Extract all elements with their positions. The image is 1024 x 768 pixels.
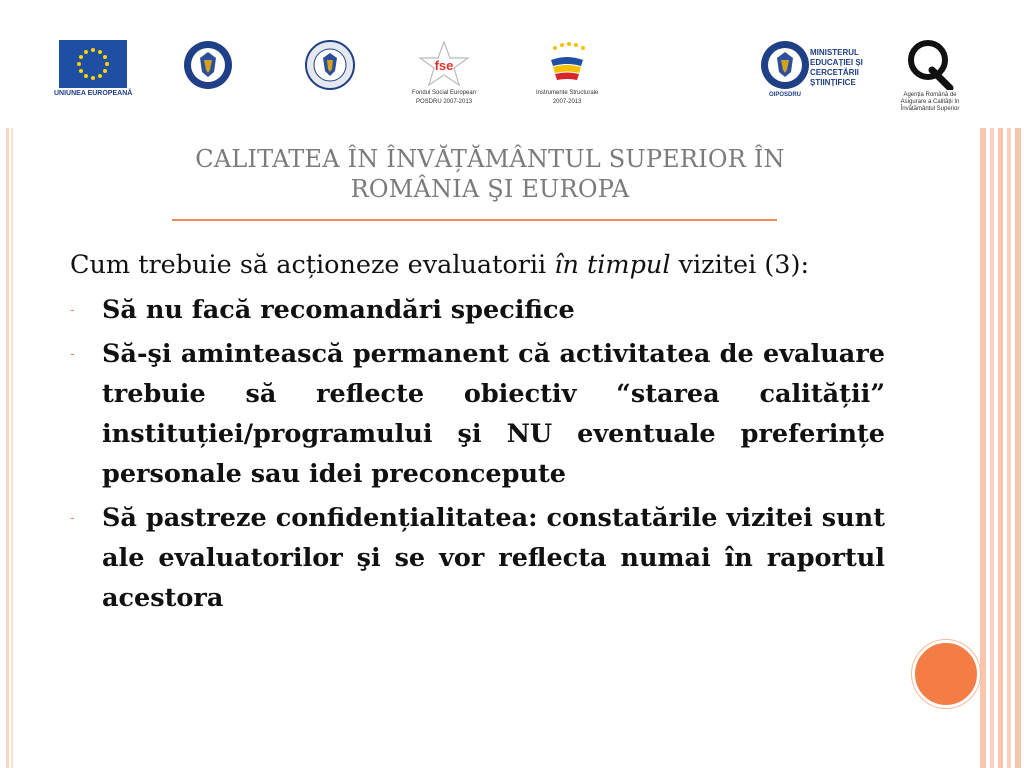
bullet-item — [70, 498, 885, 618]
eu-caption: UNIUNEA EUROPEANĂ — [54, 90, 133, 97]
bullet-dash: - — [70, 346, 75, 362]
ministry-line-4: ȘTIINȚIFICE — [810, 78, 856, 87]
eu-flag-icon — [59, 40, 127, 88]
aracis-q-icon — [900, 38, 960, 90]
bullet-text: Să nu facă recomandări specifice — [102, 295, 575, 325]
romania-seal-icon — [305, 40, 355, 90]
government-seal-icon — [183, 40, 233, 90]
intro-emphasis: în timpul — [554, 250, 671, 280]
instrumente-structurale-logo — [536, 40, 598, 106]
bullet-item — [70, 290, 885, 330]
slide-title-line-1: CALITATEA ÎN ÎNVĂȚĂMÂNTUL SUPERIOR ÎN — [195, 145, 785, 173]
intro-suffix: vizitei (3): — [670, 250, 810, 280]
bullet-item — [70, 334, 885, 494]
fse-caption-2: POSDRU 2007-2013 — [416, 99, 473, 105]
oiposdru-caption: OIPOSDRU — [768, 92, 801, 98]
aracis-caption-1: Agenția Română de — [903, 92, 957, 98]
aracis-caption-3: Învățământul Superior — [900, 106, 960, 112]
government-logo-1 — [183, 40, 233, 90]
decorative-circle — [912, 640, 980, 708]
bullet-dash: - — [70, 510, 75, 526]
title-underline — [172, 219, 777, 221]
ministry-line-3: CERCETĂRII — [810, 68, 859, 77]
slide-title — [140, 144, 840, 204]
slide-body — [70, 246, 885, 622]
logo-strip — [0, 0, 1024, 128]
ministry-label — [810, 46, 863, 88]
aracis-logo — [900, 38, 960, 113]
ministry-line-1: MINISTERUL — [810, 48, 859, 57]
is-caption-1: Instrumente Structurale — [536, 90, 599, 96]
fse-star-icon — [414, 40, 474, 88]
eu-logo — [54, 40, 132, 97]
fse-caption-1: Fondul Social European — [412, 90, 477, 96]
structural-funds-icon — [537, 40, 597, 88]
intro-paragraph — [70, 246, 885, 284]
oiposdru-logo — [760, 40, 810, 99]
ministry-line-2: EDUCAȚIEI ȘI — [810, 58, 863, 67]
bullet-text: Să-şi amintească permanent că activitatea de evaluare trebuie să reflecte obiectiv “starea calității” instituției/programului şi NU eventuale preferințe personale sau idei preconcepute — [102, 339, 885, 489]
svg-text:fse: fse — [434, 58, 454, 73]
government-seal-icon — [760, 40, 810, 90]
bullet-text: Să pastreze confidențialitatea: constatările vizitei sunt ale evaluatorilor şi se vor reflecta numai în raportul acestora — [102, 503, 885, 613]
bullet-dash: - — [70, 302, 75, 318]
aracis-caption-2: Asigurare a Calității în — [900, 99, 960, 105]
government-logo-2 — [305, 40, 355, 90]
slide-title-line-2: ROMÂNIA ŞI EUROPA — [350, 175, 630, 203]
fse-logo — [412, 40, 476, 106]
intro-prefix: Cum trebuie să acționeze evaluatorii — [70, 250, 555, 280]
is-caption-2: 2007-2013 — [552, 99, 582, 105]
